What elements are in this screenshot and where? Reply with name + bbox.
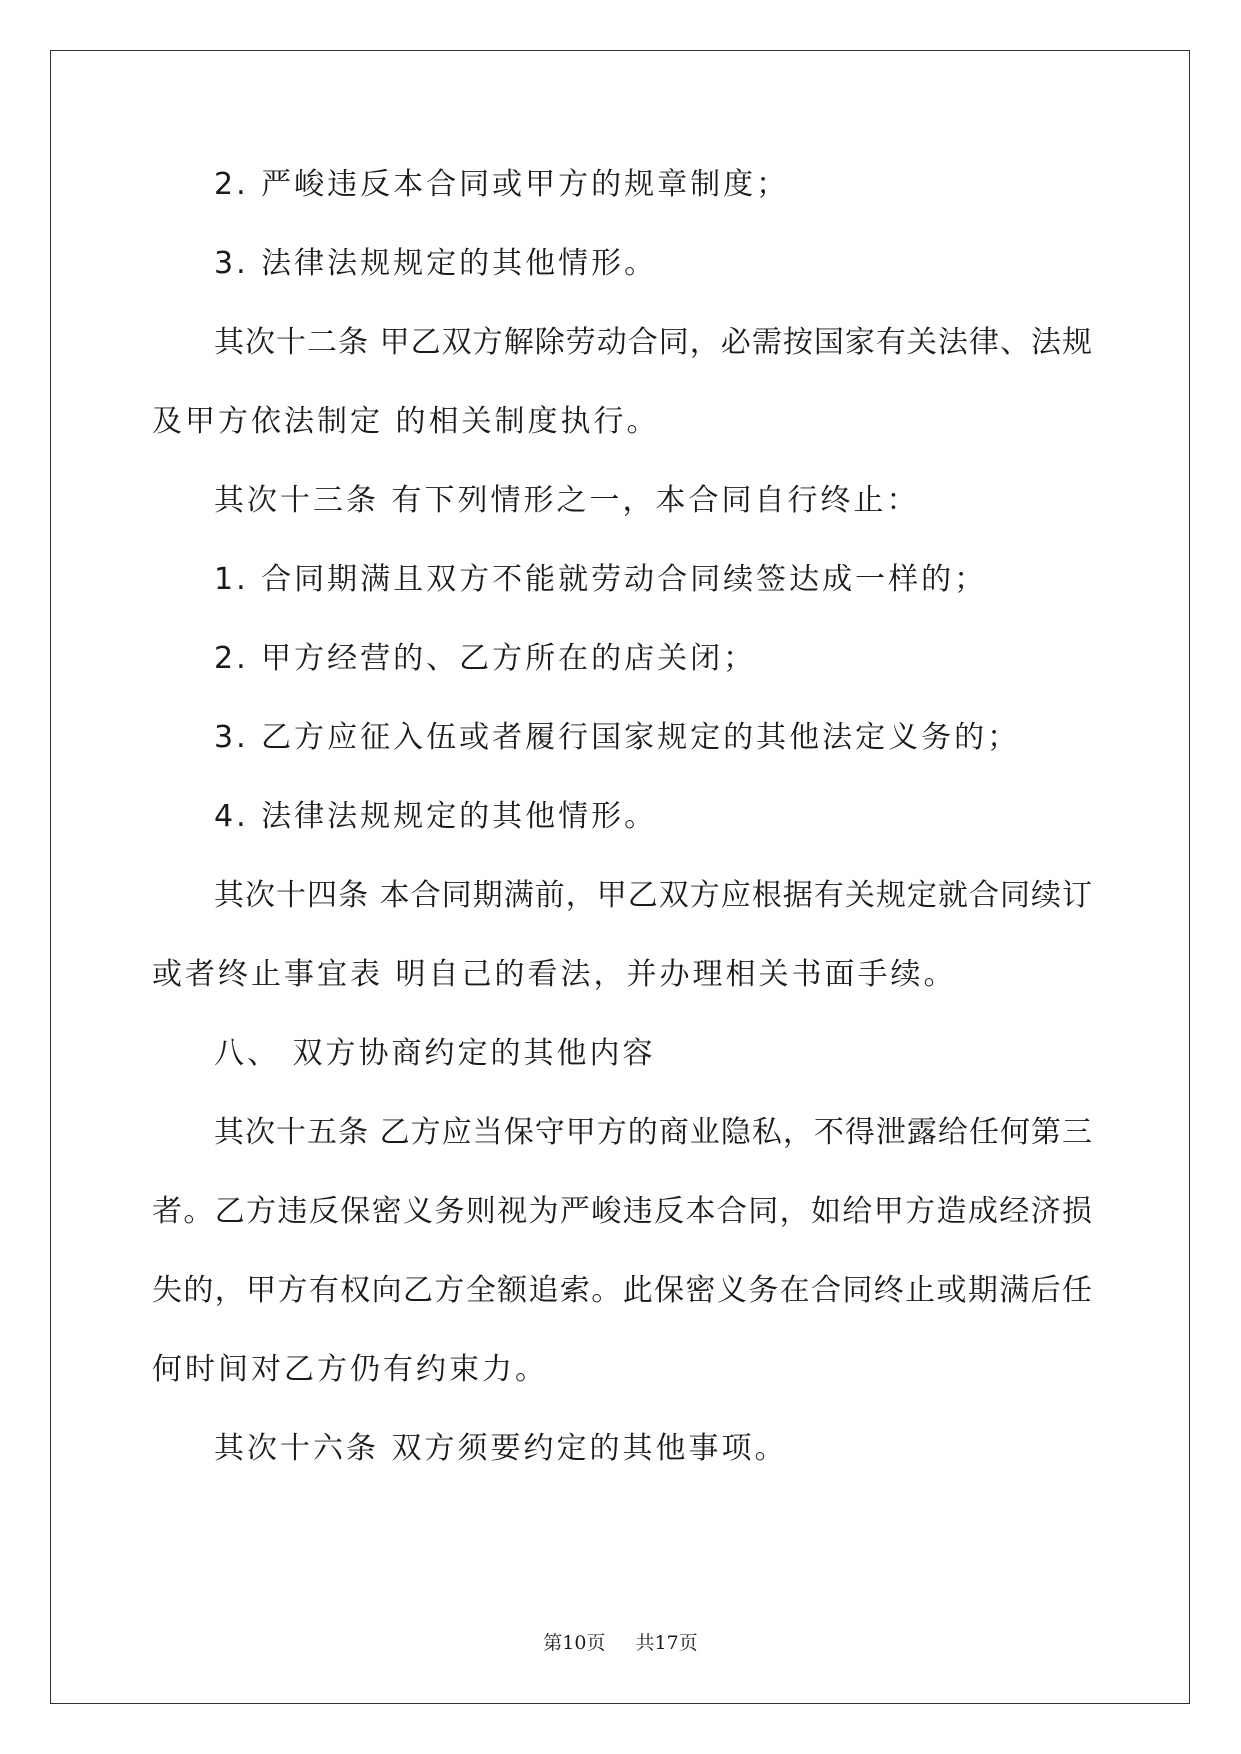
section-heading: 八、 双方协商约定的其他内容 [214,1036,656,1071]
article-15-line-2: 者。乙方违反保密义务则视为严峻违反本合同，如给甲方造成经济损 [152,1194,1092,1229]
article-14-line-2: 或者终止事宜表 明自己的看法，并办理相关书面手续。 [152,957,957,992]
article-15-line-1: 其次十五条 乙方应当保守甲方的商业隐私，不得泄露给任何第三 [214,1115,1092,1150]
list-item: 3. 法律法规规定的其他情形。 [214,246,658,281]
article-12-line-2: 及甲方依法制定 的相关制度执行。 [152,404,660,439]
article-15-line-4: 何时间对乙方仍有约束力。 [152,1352,548,1387]
article-14-line-1: 其次十四条 本合同期满前，甲乙双方应根据有关规定就合同续订 [214,878,1092,913]
page-total: 共17页 [635,1632,698,1654]
article-13: 其次十三条 有下列情形之一，本合同自行终止： [214,483,920,518]
list-item: 2. 严峻违反本合同或甲方的规章制度； [214,167,790,202]
article-15-line-3: 失的，甲方有权向乙方全额追索。此保密义务在合同终止或期满后任 [152,1273,1092,1308]
page-footer [0,1628,1241,1655]
page-number: 第10页 [543,1632,606,1654]
article-16: 其次十六条 双方须要约定的其他事项。 [214,1431,788,1466]
list-item: 4. 法律法规规定的其他情形。 [214,799,658,834]
list-item: 1. 合同期满且双方不能就劳动合同续签达成一样的； [214,562,988,597]
list-item: 3. 乙方应征入伍或者履行国家规定的其他法定义务的； [214,720,1021,755]
article-12-line-1: 其次十二条 甲乙双方解除劳动合同，必需按国家有关法律、法规 [214,325,1092,360]
list-item: 2. 甲方经营的、乙方所在的店关闭； [214,641,757,676]
